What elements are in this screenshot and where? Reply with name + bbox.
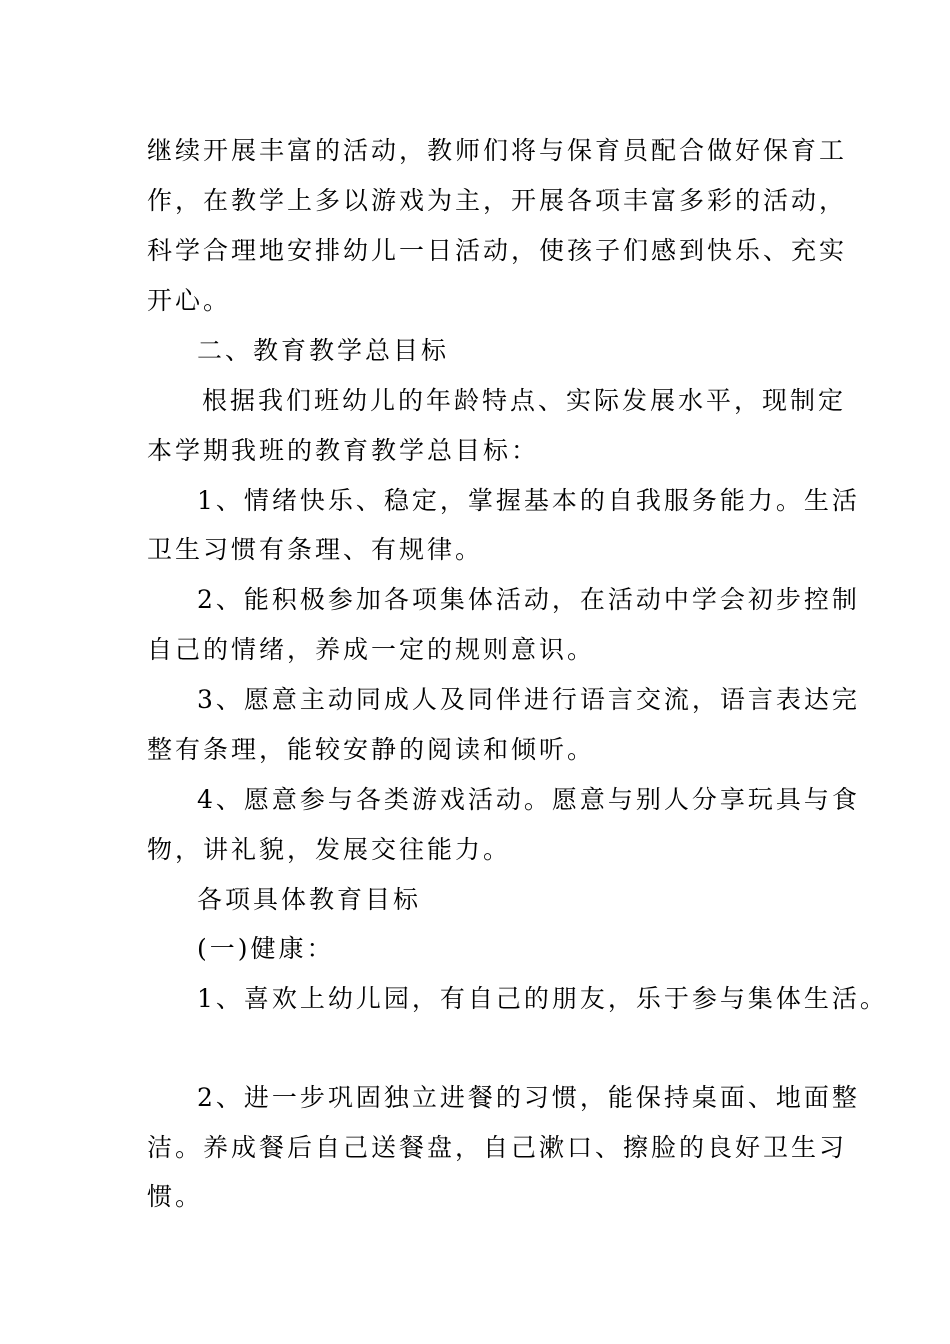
paragraph-line: 整有条理，能较安静的阅读和倾听。: [147, 735, 596, 764]
paragraph-line: 洁。养成餐后自己送餐盘，自己漱口、擦脸的良好卫生习: [147, 1133, 848, 1162]
list-item: 2、进一步巩固独立进餐的习惯，能保持桌面、地面整: [197, 1083, 860, 1112]
list-item: 1、喜欢上幼儿园，有自己的朋友，乐于参与集体生活。: [197, 984, 888, 1013]
paragraph-line: 卫生习惯有条理、有规律。: [147, 535, 484, 564]
section-heading: 二、教育教学总目标: [197, 336, 450, 365]
list-item: 4、愿意参与各类游戏活动。愿意与别人分享玩具与食: [197, 785, 860, 814]
paragraph-line: 开心。: [147, 286, 232, 315]
list-item: 1、情绪快乐、稳定，掌握基本的自我服务能力。生活: [197, 486, 860, 515]
paragraph-line: 惯。: [147, 1182, 204, 1211]
paragraph-line: 物，讲礼貌，发展交往能力。: [147, 835, 512, 864]
paragraph-line: 自己的情绪，养成一定的规则意识。: [147, 635, 596, 664]
section-heading: 各项具体教育目标: [197, 885, 422, 914]
list-item: 2、能积极参加各项集体活动，在活动中学会初步控制: [197, 585, 860, 614]
paragraph-line: 科学合理地安排幼儿一日活动，使孩子们感到快乐、充实: [147, 236, 848, 265]
list-item: 3、愿意主动同成人及同伴进行语言交流，语言表达完: [197, 685, 860, 714]
paragraph-line: 根据我们班幼儿的年龄特点、实际发展水平，现制定: [202, 386, 847, 415]
paragraph-line: 继续开展丰富的活动，教师们将与保育员配合做好保育工: [147, 136, 848, 165]
paragraph-line: 本学期我班的教育教学总目标：: [147, 436, 540, 465]
subsection-heading: (一)健康：: [197, 934, 335, 963]
paragraph-line: 作，在教学上多以游戏为主，开展各项丰富多彩的活动，: [147, 186, 848, 215]
